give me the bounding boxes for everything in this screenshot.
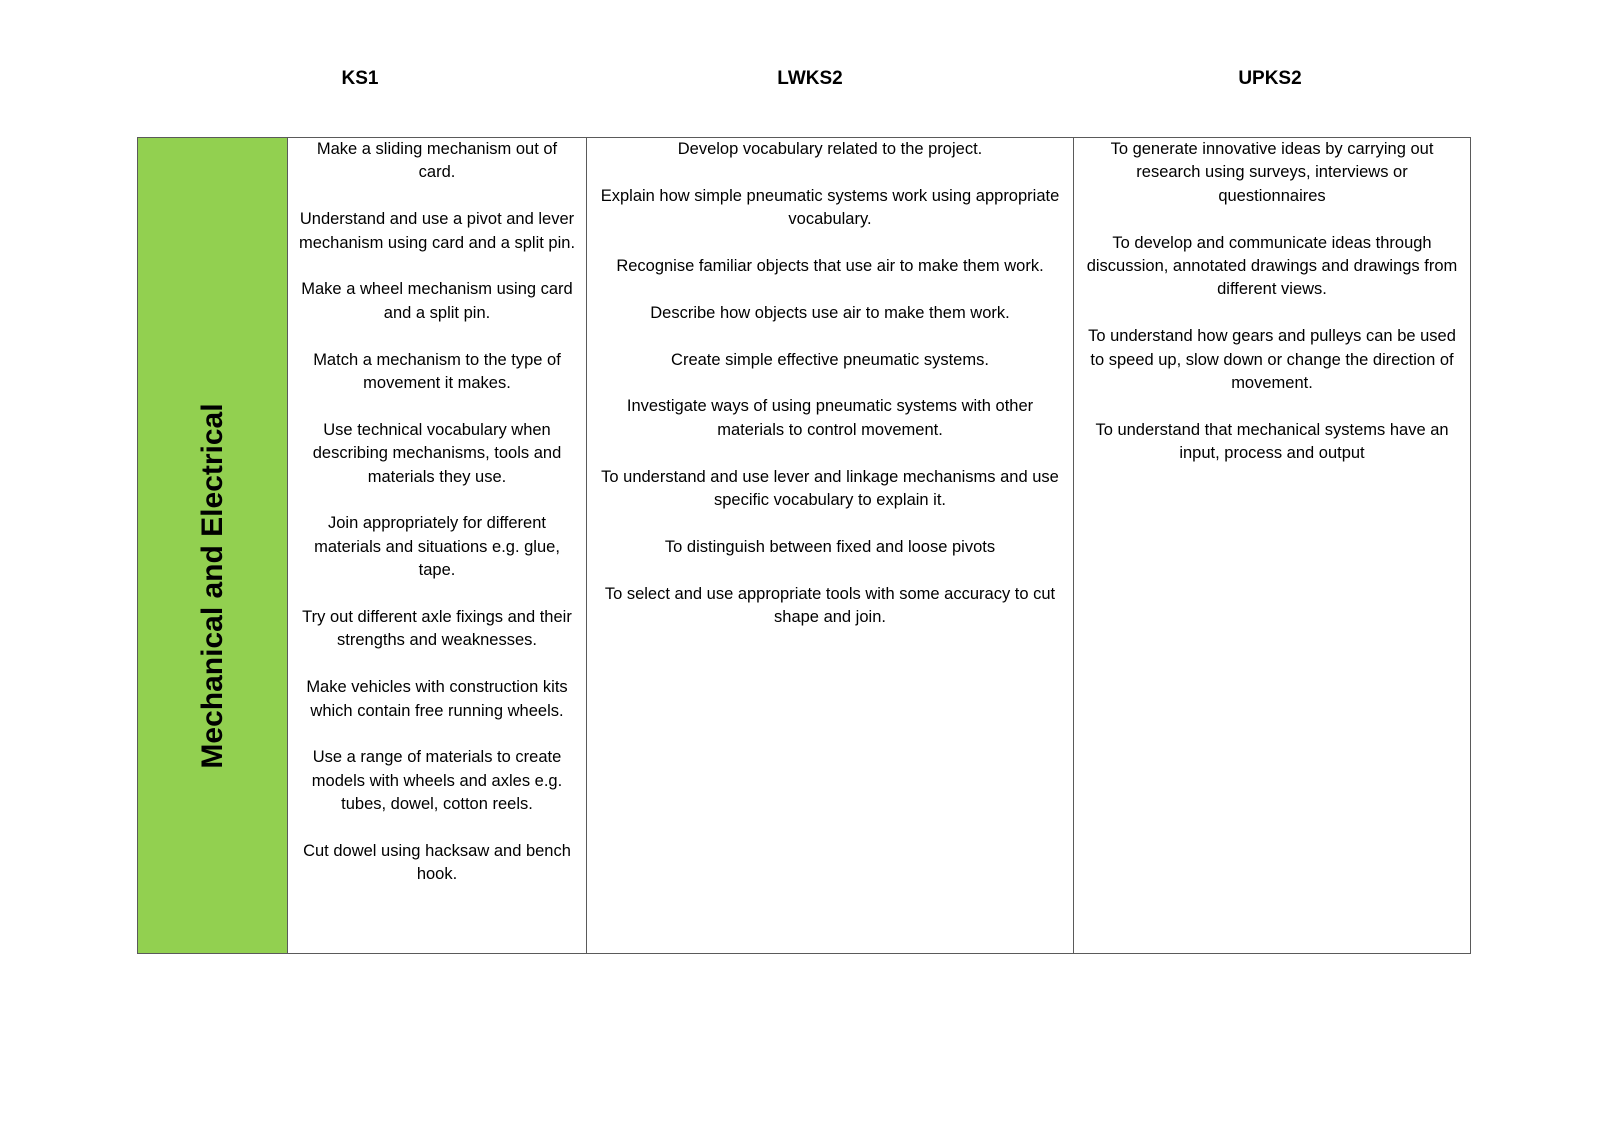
list-item: Match a mechanism to the type of movement it makes.: [313, 350, 561, 393]
list-item: Make a sliding mechanism out of card.: [316, 140, 558, 182]
list-item: To select and use appropriate tools with some accuracy to cut shape and join.: [604, 584, 1056, 626]
list-item: To develop and communicate ideas through discussion, annotated drawings and drawings from different views.: [1086, 233, 1458, 299]
upks2-cell: [1074, 138, 1470, 953]
list-item: Investigate ways of using pneumatic systems with other materials to control movement.: [626, 397, 1034, 439]
list-item: Create simple effective pneumatic systems.: [671, 350, 989, 369]
list-item: Make a wheel mechanism using card and a split pin.: [301, 280, 573, 322]
curriculum-table: [137, 137, 1471, 954]
list-item: Use technical vocabulary when describing mechanisms, tools and materials they use.: [312, 420, 562, 486]
header-upks2: UPKS2: [1238, 68, 1302, 89]
list-item: Describe how objects use air to make them work.: [650, 303, 1010, 322]
list-item: Use a range of materials to create models with wheels and axles e.g. tubes, dowel, cotton reels.: [311, 748, 563, 814]
list-item: To understand that mechanical systems have an input, process and output: [1095, 420, 1449, 463]
list-item: To generate innovative ideas by carrying out research using surveys, interviews or questionnaires: [1110, 140, 1434, 205]
list-item: Try out different axle fixings and their strengths and weaknesses.: [302, 608, 572, 650]
ks1-cell: [288, 138, 587, 953]
list-item: Cut dowel using hacksaw and bench hook.: [303, 842, 571, 884]
list-item: Recognise familiar objects that use air to make them work.: [616, 257, 1044, 275]
side-label: Mechanical and Electrical: [195, 403, 229, 769]
list-item: Understand and use a pivot and lever mechanism using card and a split pin.: [298, 210, 576, 252]
list-item: To understand and use lever and linkage mechanisms and use specific vocabulary to explain it.: [601, 467, 1059, 509]
list-item: Develop vocabulary related to the project.: [677, 140, 983, 158]
side-label-cell: [138, 138, 288, 953]
header-lwks2: LWKS2: [777, 68, 843, 89]
list-item: Join appropriately for different materials and situations e.g. glue, tape.: [314, 514, 560, 580]
header-ks1: KS1: [341, 68, 379, 89]
list-item: Explain how simple pneumatic systems work using appropriate vocabulary.: [600, 186, 1060, 229]
list-item: To distinguish between fixed and loose pivots: [664, 537, 996, 556]
list-item: To understand how gears and pulleys can be used to speed up, slow down or change the direction of movement.: [1088, 327, 1456, 393]
lwks2-cell: [587, 138, 1074, 953]
list-item: Make vehicles with construction kits which contain free running wheels.: [306, 678, 568, 720]
